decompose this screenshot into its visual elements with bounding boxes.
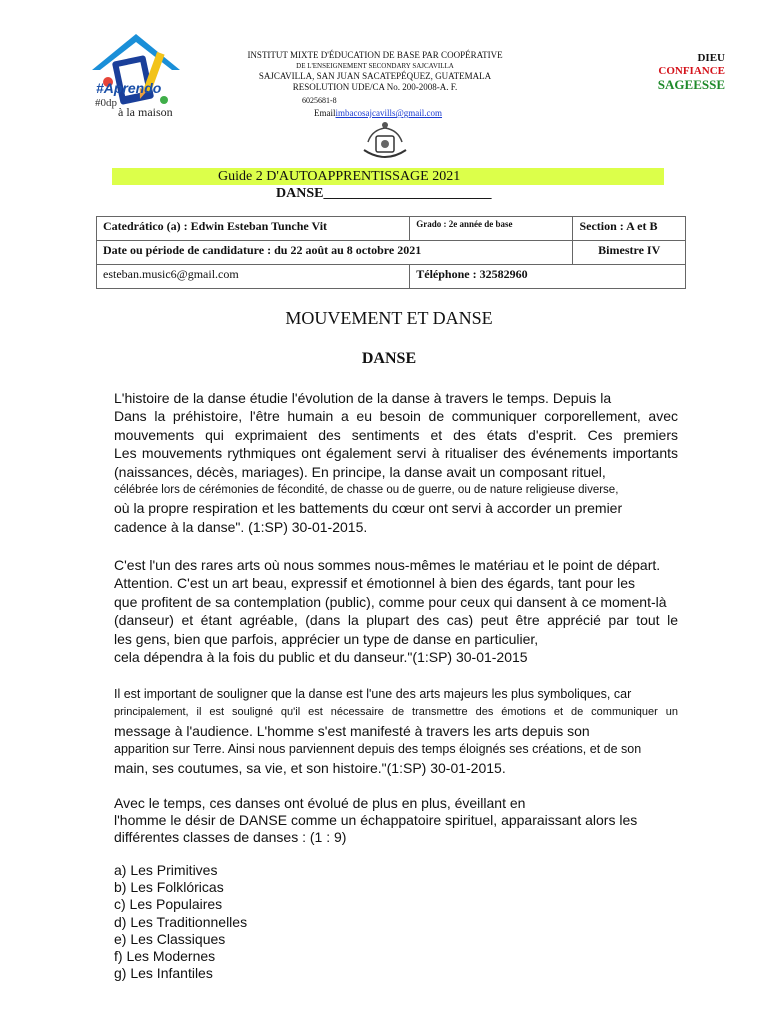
logo-number: #0dp: [95, 97, 117, 109]
text-line: cadence à la danse". (1:SP) 30-01-2015.: [114, 518, 368, 535]
text-line: Attention. C'est un art beau, expressif et émotionnel à bien des égards, tant pour les: [114, 575, 635, 592]
text-line: C'est l'un des rares arts où nous sommes nous-mêmes le matériau et le point de départ.: [114, 557, 661, 573]
text-line: que profitent de sa contemplation (public), comme pour ceux qui dansent à ce moment-là: [114, 593, 667, 610]
guide-title: Guide 2 D'AUTOAPPRENTISSAGE 2021: [218, 169, 461, 184]
page-title: MOUVEMENT ET DANSE: [285, 308, 493, 328]
list-item: g) Les Infantiles: [114, 965, 213, 982]
motto-line-3: SAGEESSE: [657, 77, 725, 92]
paragraph-4: [114, 795, 678, 846]
paragraph-3: [114, 685, 678, 777]
text-line: Dans la préhistoire, l'être humain a eu besoin de communiquer corporellement, avec: [114, 408, 678, 425]
section-cell: Section : A et B: [573, 217, 686, 241]
text-line: différentes classes de danses : (1 : 9): [114, 829, 347, 845]
institute-email-link[interactable]: imbacosajcavills@gmail.com: [335, 108, 443, 118]
table-row: [97, 241, 686, 265]
email-cell: esteban.music6@gmail.com: [97, 265, 410, 289]
text-line: apparition sur Terre. Ainsi nous parviennent depuis des temps éloignés ses créations, et de son: [114, 742, 642, 757]
teacher-cell: Catedrático (a) : Edwin Esteban Tunche Vit: [97, 217, 410, 241]
text-line: Les mouvements rythmiques ont également servi à ritualiser des événements importants: [114, 445, 678, 462]
dance-classes-list: [114, 862, 247, 982]
motto-line-2: CONFIANCE: [658, 65, 725, 77]
text-line: cela dépendra à la fois du public et du danseur."(1:SP) 30-01-2015: [114, 648, 528, 665]
institute-resolution: RESOLUTION UDE/CA No. 200-2008-A. F.: [292, 81, 458, 92]
institute-header: [205, 50, 545, 92]
list-item: e) Les Classiques: [114, 930, 226, 947]
motto: [615, 52, 725, 91]
institute-name: INSTITUT MIXTE D'ÉDUCATION DE BASE PAR COOPÉRATIVE: [247, 50, 503, 60]
list-item: d) Les Traditionnelles: [114, 913, 248, 930]
institute-phone: 6025681-8: [302, 96, 337, 105]
subject-line: DANSE________________________: [276, 186, 492, 201]
text-line: main, ses coutumes, sa vie, et son histoire."(1:SP) 30-01-2015.: [114, 759, 506, 776]
table-row: [97, 217, 686, 241]
dates-cell: Date ou période de candidature : du 22 août au 8 octobre 2021: [97, 241, 573, 265]
list-item: c) Les Populaires: [114, 896, 223, 913]
bimester-cell: Bimestre IV: [573, 241, 686, 265]
text-line: Avec le temps, ces danses ont évolué de plus en plus, éveillant en: [114, 795, 526, 811]
paragraph-1: [114, 389, 678, 536]
list-item: f) Les Modernes: [114, 947, 216, 964]
motto-line-1: DIEU: [697, 52, 725, 64]
list-item: b) Les Folklóricas: [114, 879, 224, 896]
grade-cell: Grado : 2e année de base: [410, 217, 573, 241]
paragraph-2: [114, 556, 678, 666]
logo-text: #Aprendo: [96, 80, 162, 96]
text-line: Il est important de souligner que la danse est l'une des arts majeurs les plus symboliques, car: [114, 687, 632, 701]
text-line: (danseur) et étant agréable, (dans la plupart des cas) peut être apprécié par tout le: [114, 612, 678, 629]
email-label: Email: [314, 108, 336, 118]
institute-subname: DE L'ENSEIGNEMENT SECONDARY SAJCAVILLA: [296, 61, 454, 70]
text-line: l'homme le désir de DANSE comme un échappatoire spirituel, apparaissant alors les: [114, 812, 638, 828]
text-line: mouvements qui exprimaient des sentiments et des états d'esprit. Ces premiers: [114, 426, 678, 443]
institute-email-row: [314, 108, 442, 118]
phone-cell: Téléphone : 32582960: [410, 265, 686, 289]
info-table: [96, 216, 686, 289]
seal-icon: [358, 120, 412, 162]
table-row: [97, 265, 686, 289]
text-line: L'histoire de la danse étudie l'évolution de la danse à travers le temps. Depuis la: [114, 390, 612, 406]
text-line: message à l'audience. L'homme s'est manifesté à travers les arts depuis son: [114, 722, 590, 739]
text-line: (naissances, décès, mariages). En principe, la danse avait un composant rituel,: [114, 463, 606, 480]
text-line: principalement, il est souligné qu'il est nécessaire de transmettre des émotions et de communiquer un: [114, 706, 678, 719]
text-line: célébrée lors de cérémonies de fécondité, de chasse ou de guerre, ou de nature religieuse diverse,: [114, 483, 619, 496]
institute-address: SAJCAVILLA, SAN JUAN SACATEPÉQUEZ, GUATEMALA: [258, 71, 492, 81]
section-title: DANSE: [361, 350, 417, 367]
text-line: où la propre respiration et les battements du cœur ont servi à accorder un premier: [114, 500, 623, 517]
logo-subtitle: à la maison: [118, 105, 173, 119]
list-item: a) Les Primitives: [114, 862, 218, 878]
text-line: les gens, bien que parfois, apprécier un type de danse en particulier,: [114, 630, 539, 647]
